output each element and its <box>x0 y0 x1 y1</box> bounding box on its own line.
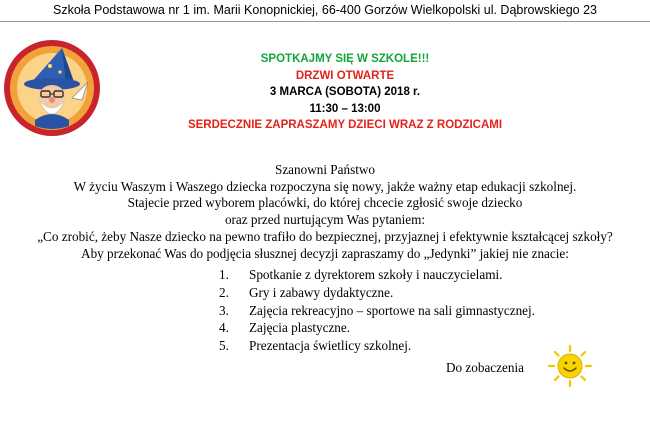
letter-body <box>0 162 650 262</box>
list-item-number: 1. <box>219 267 229 282</box>
school-header: Szkoła Podstawowa nr 1 im. Marii Konopnickiej, 66-400 Gorzów Wielkopolski ul. Dąbrowskiego 23 <box>53 3 597 17</box>
list-item-text: Zajęcia plastyczne. <box>249 320 351 336</box>
list-item <box>219 266 535 284</box>
wizard-mascot-icon <box>2 38 102 138</box>
list-item-text: Gry i zabawy dydaktyczne. <box>249 284 394 300</box>
list-item-number: 2. <box>219 284 229 300</box>
header-divider <box>0 21 650 22</box>
letter-line: Aby przekonać Was do podjęcia słusznej decyzji zapraszamy do „Jedynki” jakiej nie znacie: <box>81 245 569 261</box>
list-item <box>219 337 535 355</box>
closing-text: Do zobaczenia <box>446 360 524 375</box>
list-item-number: 4. <box>219 320 229 336</box>
letter-line: oraz przed nurtującym Was pytaniem: <box>224 212 426 228</box>
event-date: 3 MARCA (SOBOTA) 2018 r. <box>269 86 421 98</box>
event-subtitle: DRZWI OTWARTE <box>295 69 395 82</box>
event-invitation: SERDECZNIE ZAPRASZAMY DZIECI WRAZ Z RODZICAMI <box>187 119 503 131</box>
list-item-number: 3. <box>219 302 229 318</box>
list-item-number: 5. <box>219 338 229 354</box>
letter-line: Stajecie przed wyborem placówki, do której chcecie zgłosić swoje dziecko <box>127 195 523 211</box>
agenda-list <box>219 266 535 355</box>
event-announcement <box>150 51 540 134</box>
list-item-text: Prezentacja świetlicy szkolnej. <box>249 338 412 354</box>
letter-line: „Co zrobić, żeby Nasze dziecko na pewno trafiło do bezpiecznej, przyjaznej i efektywnie kształcącej szkoły? <box>37 228 613 244</box>
event-headline: SPOTKAJMY SIĘ W SZKOLE!!! <box>260 53 430 65</box>
event-time: 11:30 – 13:00 <box>309 102 381 115</box>
list-item-text: Zajęcia rekreacyjno – sportowe na sali gimnastycznej. <box>249 302 535 318</box>
list-item <box>219 302 535 320</box>
list-item <box>219 284 535 302</box>
letter-line: W życiu Waszym i Waszego dziecka rozpoczyna się nowy, jakże ważny etap edukacji szkolnej. <box>73 178 577 194</box>
letter-greeting: Szanowni Państwo <box>274 162 375 177</box>
list-item-text: Spotkanie z dyrektorem szkoły i nauczycielami. <box>249 267 503 282</box>
list-item <box>219 319 535 337</box>
smiling-sun-icon <box>545 344 595 388</box>
